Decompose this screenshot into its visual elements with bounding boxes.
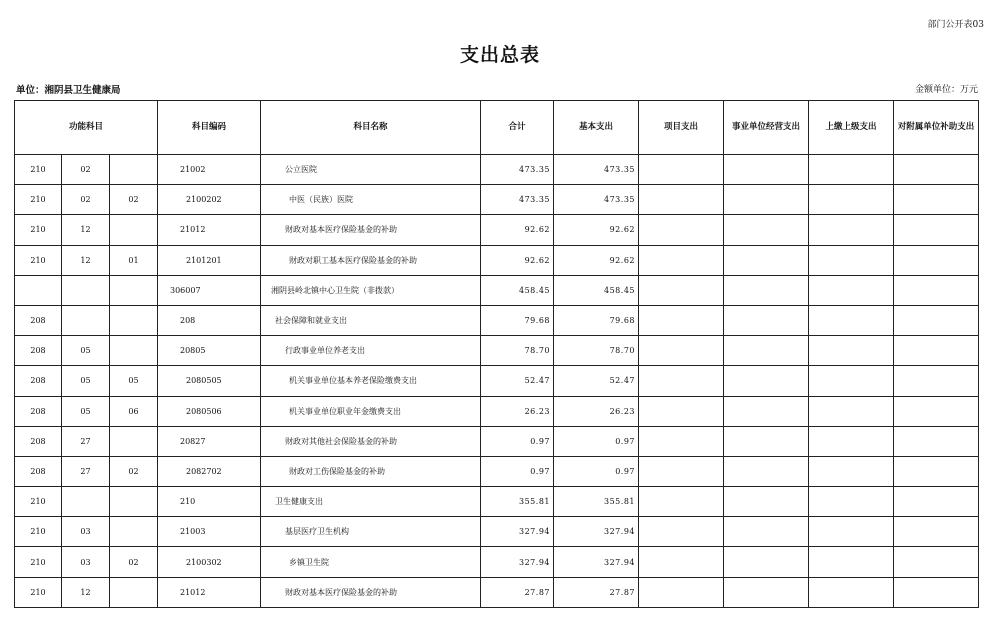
func-class-cell: 208 [15, 456, 62, 486]
name-cell: 财政对职工基本医疗保险基金的补助 [261, 245, 481, 275]
project-cell [639, 487, 724, 517]
upper-cell [809, 305, 894, 335]
header-subsidy: 对附属单位补助支出 [894, 101, 979, 155]
header-business: 事业单位经营支出 [724, 101, 809, 155]
table-row [15, 456, 979, 486]
expenditure-table [14, 100, 979, 608]
business-cell [724, 336, 809, 366]
business-cell [724, 305, 809, 335]
subsidy-cell [894, 517, 979, 547]
code-cell: 20805 [158, 336, 261, 366]
upper-cell [809, 275, 894, 305]
func-class-cell: 208 [15, 305, 62, 335]
table-header-row [15, 101, 979, 155]
func-class-cell: 208 [15, 336, 62, 366]
code-cell: 21003 [158, 517, 261, 547]
subsidy-cell [894, 396, 979, 426]
func-item-cell [110, 487, 158, 517]
func-item-cell [110, 155, 158, 185]
func-section-cell: 12 [62, 577, 110, 607]
name-cell: 机关事业单位职业年金缴费支出 [261, 396, 481, 426]
business-cell [724, 245, 809, 275]
business-cell [724, 426, 809, 456]
project-cell [639, 517, 724, 547]
code-cell: 2082702 [158, 456, 261, 486]
subsidy-cell [894, 487, 979, 517]
name-cell: 行政事业单位养老支出 [261, 336, 481, 366]
header-upper: 上缴上级支出 [809, 101, 894, 155]
func-class-cell [15, 275, 62, 305]
business-cell [724, 396, 809, 426]
code-cell: 2100202 [158, 185, 261, 215]
func-class-cell: 210 [15, 245, 62, 275]
code-cell: 306007 [158, 275, 261, 305]
func-item-cell: 05 [110, 366, 158, 396]
total-cell: 0.97 [481, 456, 554, 486]
code-cell: 210 [158, 487, 261, 517]
func-section-cell: 03 [62, 517, 110, 547]
subsidy-cell [894, 577, 979, 607]
total-cell: 458.45 [481, 275, 554, 305]
func-item-cell [110, 577, 158, 607]
func-section-cell [62, 487, 110, 517]
upper-cell [809, 577, 894, 607]
func-item-cell [110, 215, 158, 245]
table-row [15, 245, 979, 275]
func-class-cell: 210 [15, 517, 62, 547]
func-class-cell: 210 [15, 155, 62, 185]
table-row [15, 517, 979, 547]
upper-cell [809, 366, 894, 396]
upper-cell [809, 487, 894, 517]
table-row [15, 426, 979, 456]
project-cell [639, 456, 724, 486]
total-cell: 27.87 [481, 577, 554, 607]
basic-cell: 473.35 [554, 185, 639, 215]
project-cell [639, 336, 724, 366]
func-class-cell: 208 [15, 426, 62, 456]
total-cell: 0.97 [481, 426, 554, 456]
func-section-cell: 02 [62, 155, 110, 185]
project-cell [639, 426, 724, 456]
upper-cell [809, 215, 894, 245]
header-code: 科目编码 [158, 101, 261, 155]
func-item-cell [110, 305, 158, 335]
name-cell: 财政对基本医疗保险基金的补助 [261, 215, 481, 245]
name-cell: 湘阴县岭北镇中心卫生院（非拨款） [261, 275, 481, 305]
name-cell: 财政对工伤保险基金的补助 [261, 456, 481, 486]
code-cell: 20827 [158, 426, 261, 456]
func-class-cell: 208 [15, 396, 62, 426]
form-number: 部门公开表03 [927, 20, 984, 30]
project-cell [639, 366, 724, 396]
code-cell: 21012 [158, 215, 261, 245]
header-project: 项目支出 [639, 101, 724, 155]
upper-cell [809, 426, 894, 456]
func-section-cell [62, 275, 110, 305]
subsidy-cell [894, 245, 979, 275]
money-unit-label: 金额单位：万元 [914, 85, 978, 95]
table-row [15, 305, 979, 335]
func-section-cell: 03 [62, 547, 110, 577]
total-cell: 327.94 [481, 517, 554, 547]
func-class-cell: 210 [15, 547, 62, 577]
table-row [15, 366, 979, 396]
subsidy-cell [894, 215, 979, 245]
func-section-cell: 02 [62, 185, 110, 215]
basic-cell: 52.47 [554, 366, 639, 396]
business-cell [724, 155, 809, 185]
unit-label: 单位：湘阴县卫生健康局 [16, 85, 121, 96]
subsidy-cell [894, 366, 979, 396]
subsidy-cell [894, 336, 979, 366]
func-class-cell: 208 [15, 366, 62, 396]
func-item-cell [110, 275, 158, 305]
subsidy-cell [894, 456, 979, 486]
func-section-cell: 27 [62, 456, 110, 486]
total-cell: 52.47 [481, 366, 554, 396]
func-section-cell: 05 [62, 396, 110, 426]
basic-cell: 458.45 [554, 275, 639, 305]
func-class-cell: 210 [15, 577, 62, 607]
project-cell [639, 305, 724, 335]
total-cell: 355.81 [481, 487, 554, 517]
business-cell [724, 185, 809, 215]
upper-cell [809, 185, 894, 215]
total-cell: 473.35 [481, 155, 554, 185]
func-section-cell: 12 [62, 245, 110, 275]
basic-cell: 27.87 [554, 577, 639, 607]
table-row [15, 275, 979, 305]
total-cell: 26.23 [481, 396, 554, 426]
project-cell [639, 185, 724, 215]
total-cell: 79.68 [481, 305, 554, 335]
code-cell: 2101201 [158, 245, 261, 275]
project-cell [639, 547, 724, 577]
table-row [15, 155, 979, 185]
code-cell: 2100302 [158, 547, 261, 577]
basic-cell: 0.97 [554, 426, 639, 456]
basic-cell: 79.68 [554, 305, 639, 335]
func-section-cell: 27 [62, 426, 110, 456]
upper-cell [809, 245, 894, 275]
header-func: 功能科目 [15, 101, 158, 155]
business-cell [724, 275, 809, 305]
total-cell: 473.35 [481, 185, 554, 215]
upper-cell [809, 547, 894, 577]
business-cell [724, 547, 809, 577]
upper-cell [809, 336, 894, 366]
business-cell [724, 366, 809, 396]
name-cell: 基层医疗卫生机构 [261, 517, 481, 547]
total-cell: 327.94 [481, 547, 554, 577]
page-title: 支出总表 [459, 44, 540, 66]
upper-cell [809, 517, 894, 547]
business-cell [724, 456, 809, 486]
header-total: 合计 [481, 101, 554, 155]
func-section-cell: 05 [62, 366, 110, 396]
table-row [15, 185, 979, 215]
table-row [15, 577, 979, 607]
code-cell: 2080505 [158, 366, 261, 396]
subsidy-cell [894, 426, 979, 456]
header-basic: 基本支出 [554, 101, 639, 155]
name-cell: 乡镇卫生院 [261, 547, 481, 577]
name-cell: 财政对基本医疗保险基金的补助 [261, 577, 481, 607]
project-cell [639, 577, 724, 607]
func-class-cell: 210 [15, 487, 62, 517]
subsidy-cell [894, 305, 979, 335]
func-item-cell [110, 336, 158, 366]
total-cell: 78.70 [481, 336, 554, 366]
basic-cell: 92.62 [554, 215, 639, 245]
total-cell: 92.62 [481, 215, 554, 245]
business-cell [724, 577, 809, 607]
basic-cell: 26.23 [554, 396, 639, 426]
func-item-cell [110, 426, 158, 456]
subsidy-cell [894, 155, 979, 185]
code-cell: 21012 [158, 577, 261, 607]
name-cell: 中医（民族）医院 [261, 185, 481, 215]
name-cell: 机关事业单位基本养老保险缴费支出 [261, 366, 481, 396]
func-item-cell: 02 [110, 456, 158, 486]
business-cell [724, 215, 809, 245]
name-cell: 公立医院 [261, 155, 481, 185]
upper-cell [809, 456, 894, 486]
name-cell: 社会保障和就业支出 [261, 305, 481, 335]
header-name: 科目名称 [261, 101, 481, 155]
project-cell [639, 155, 724, 185]
upper-cell [809, 155, 894, 185]
table-row [15, 487, 979, 517]
code-cell: 208 [158, 305, 261, 335]
name-cell: 卫生健康支出 [261, 487, 481, 517]
project-cell [639, 275, 724, 305]
table-row [15, 547, 979, 577]
basic-cell: 92.62 [554, 245, 639, 275]
basic-cell: 473.35 [554, 155, 639, 185]
basic-cell: 0.97 [554, 456, 639, 486]
business-cell [724, 517, 809, 547]
func-section-cell [62, 305, 110, 335]
table-row [15, 396, 979, 426]
subsidy-cell [894, 185, 979, 215]
total-cell: 92.62 [481, 245, 554, 275]
subsidy-cell [894, 547, 979, 577]
func-class-cell: 210 [15, 185, 62, 215]
business-cell [724, 487, 809, 517]
basic-cell: 327.94 [554, 517, 639, 547]
upper-cell [809, 396, 894, 426]
basic-cell: 355.81 [554, 487, 639, 517]
func-item-cell: 02 [110, 547, 158, 577]
func-item-cell: 02 [110, 185, 158, 215]
table-row [15, 215, 979, 245]
project-cell [639, 215, 724, 245]
subsidy-cell [894, 275, 979, 305]
project-cell [639, 245, 724, 275]
code-cell: 21002 [158, 155, 261, 185]
func-item-cell: 01 [110, 245, 158, 275]
func-item-cell [110, 517, 158, 547]
name-cell: 财政对其他社会保险基金的补助 [261, 426, 481, 456]
table-row [15, 336, 979, 366]
func-section-cell: 05 [62, 336, 110, 366]
func-item-cell: 06 [110, 396, 158, 426]
basic-cell: 78.70 [554, 336, 639, 366]
code-cell: 2080506 [158, 396, 261, 426]
func-section-cell: 12 [62, 215, 110, 245]
project-cell [639, 396, 724, 426]
func-class-cell: 210 [15, 215, 62, 245]
basic-cell: 327.94 [554, 547, 639, 577]
